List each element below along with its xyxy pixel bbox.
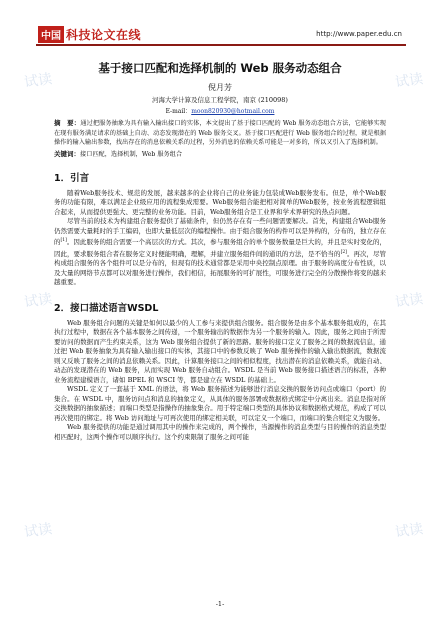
watermark: 试读 [23,291,54,311]
paper-title: 基于接口匹配和选择机制的 Web 服务动态组合 [98,61,342,75]
paragraph-text: 尽管当前的技术为构建组合服务提供了基础条件，但仍然存在有一些问题需要解决。首先，构建组合Web服务仍然需要大量耗时的手工编码，也即大量低层次的编程操作。由于组合服务的构件可以是异构的，分布的，独立存在的 [54,217,386,247]
author-name: 倪月芳 [208,83,232,92]
page-header [0,0,440,44]
watermark: 试读 [23,521,54,541]
watermark: 试读 [394,291,425,311]
logo-box: 中国 [38,26,64,43]
header-divider [36,44,406,46]
intro-paragraph-2 [54,217,386,288]
abstract-label: 摘 要： [54,119,81,127]
wsdl-paragraph-2: WSDL 定义了一套基于 XML 的语法，将 Web 服务描述为能够进行消息交换的服务访问点或端口（port）的集合。在 WSDL 中，服务访问点和消息的抽象定义，从具体的服务部署或数据格式绑定中分离出来。消息是指对所交换数据的抽象描述；而端口类型是指操作的抽象集合。用于特定端口类型的具体协议和数据格式规范，构成了可以再次使用的绑定。将 Web 访问地址与可再次使用的绑定相关联，可以定义一个端口，而端口的集合则定义为服务。 [54,385,386,422]
site-url-link[interactable]: http://www.paper.edu.cn [316,30,402,38]
watermark: 试读 [394,71,425,91]
section-heading-wsdl: 2．接口描述语言WSDL [54,302,159,314]
paper-body [54,48,386,442]
wsdl-paragraph-3: Web 服务提供的功能是通过调用其中的操作来完成的，两个操作，当源操作的消息类型与目的操作的消息类型相匹配时，这两个操作可以顺序执行。这个约束限制了服务之间可能 [54,423,386,441]
wsdl-paragraph-1: Web 服务组合问题的关键是如何以最少的人工参与来提供组合服务。组合服务是由多个基本服务组成的，在其执行过程中，数据在各个基本服务之间传递，一个服务输出的数据作为另一个服务的输入。因此，服务之间由于所需要访问的数据而产生约束关系，这为 Web 服务组合提供了新的思路。服务的接口定义了服务之间的数据流信息，通过把 Web 服务抽象为具有输入输出接口的实体，其接口中的参数反映了 Web 服务操作的输入输出数据流，数据流则又反映了服务之间的消息依赖关系。因此，计算服务接口之间的相似程度，找出潜在的消息依赖关系，就能自动、动态的发现潜在的 Web 服务，从而实现 Web 服务自动组合。WSDL 是当前 Web 服务接口描述语言的标准，各种业务流程建模语言，诸如 BPEL 和 WSCI 等，都是建立在 WSDL 的基础上。 [54,318,386,384]
citation-ref-1[interactable]: [1] [60,238,67,243]
paragraph-text: 。再次，尽管构成组合服务的各个组件可以是分布的，但现有的技术通常都是采用中央控制点原理。由于服务的高度分布性质，以及大量的网络节点都可以对服务进行操作，我们相信，拓展服务的可扩展性，可服务进行完全的分散操作将变的越来越重要。 [54,249,387,287]
keywords-label: 关键词： [54,149,80,158]
email-label: E-mail： [165,108,192,115]
journal-logo[interactable] [38,26,141,43]
abstract [54,119,386,148]
logo-text: 科技论文在线 [66,28,142,42]
page-number: -1- [215,600,225,608]
intro-paragraph-1: 随着Web服务技术、规范的发展，越来越多的企业将自己的业务能力包装成Web服务发布。但是，单个Web服务的功能有限，难以满足企业级应用的流程集成需要。Web服务组合能把相对简单的Web服务，按业务流程逻辑组合起来，从而提供更强大、更完整的业务功能。目前，Web服务组合是工业界和学术界研究的热点问题。 [54,188,386,216]
watermark: 试读 [23,71,54,91]
section-heading-intro: 1．引言 [54,172,90,184]
author-affiliation: 河海大学计算及信息工程学院，南京 (210098) [152,96,288,104]
watermark: 试读 [394,521,425,541]
paragraph-text: 。因此服务的组合需要一个高层次的方式。其次，参与服务组合的单个服务数量是巨大的，并且是实时变化的，因此，要求服务组合者在服务定义时便能明确，理解，并建立服务组件间的通讯的方法，是不恰当的 [54,238,387,258]
citation-ref-2[interactable]: [2] [340,249,347,255]
email-link[interactable]: moon820930@hotmail.com [191,108,275,115]
author-email [54,106,386,115]
keywords [54,149,386,158]
keywords-text: 接口匹配，选择机制，Web 服务组合 [80,150,183,158]
abstract-text: 通过把服务抽象为具有输入输出接口的实体，本文提出了基于接口匹配的 Web 服务动态组合方法，它能够实现在现有服务满足请求的基础上自动、动态发现潜在的 Web 服务交叉。基于接口匹配进行 Web 服务组合的过程，就是根据操作的输入输出参数，找出存在的消息依赖关系的过程，另外消息的依赖关系可能是一对多的，所以又引入了选择机制。 [54,120,386,146]
